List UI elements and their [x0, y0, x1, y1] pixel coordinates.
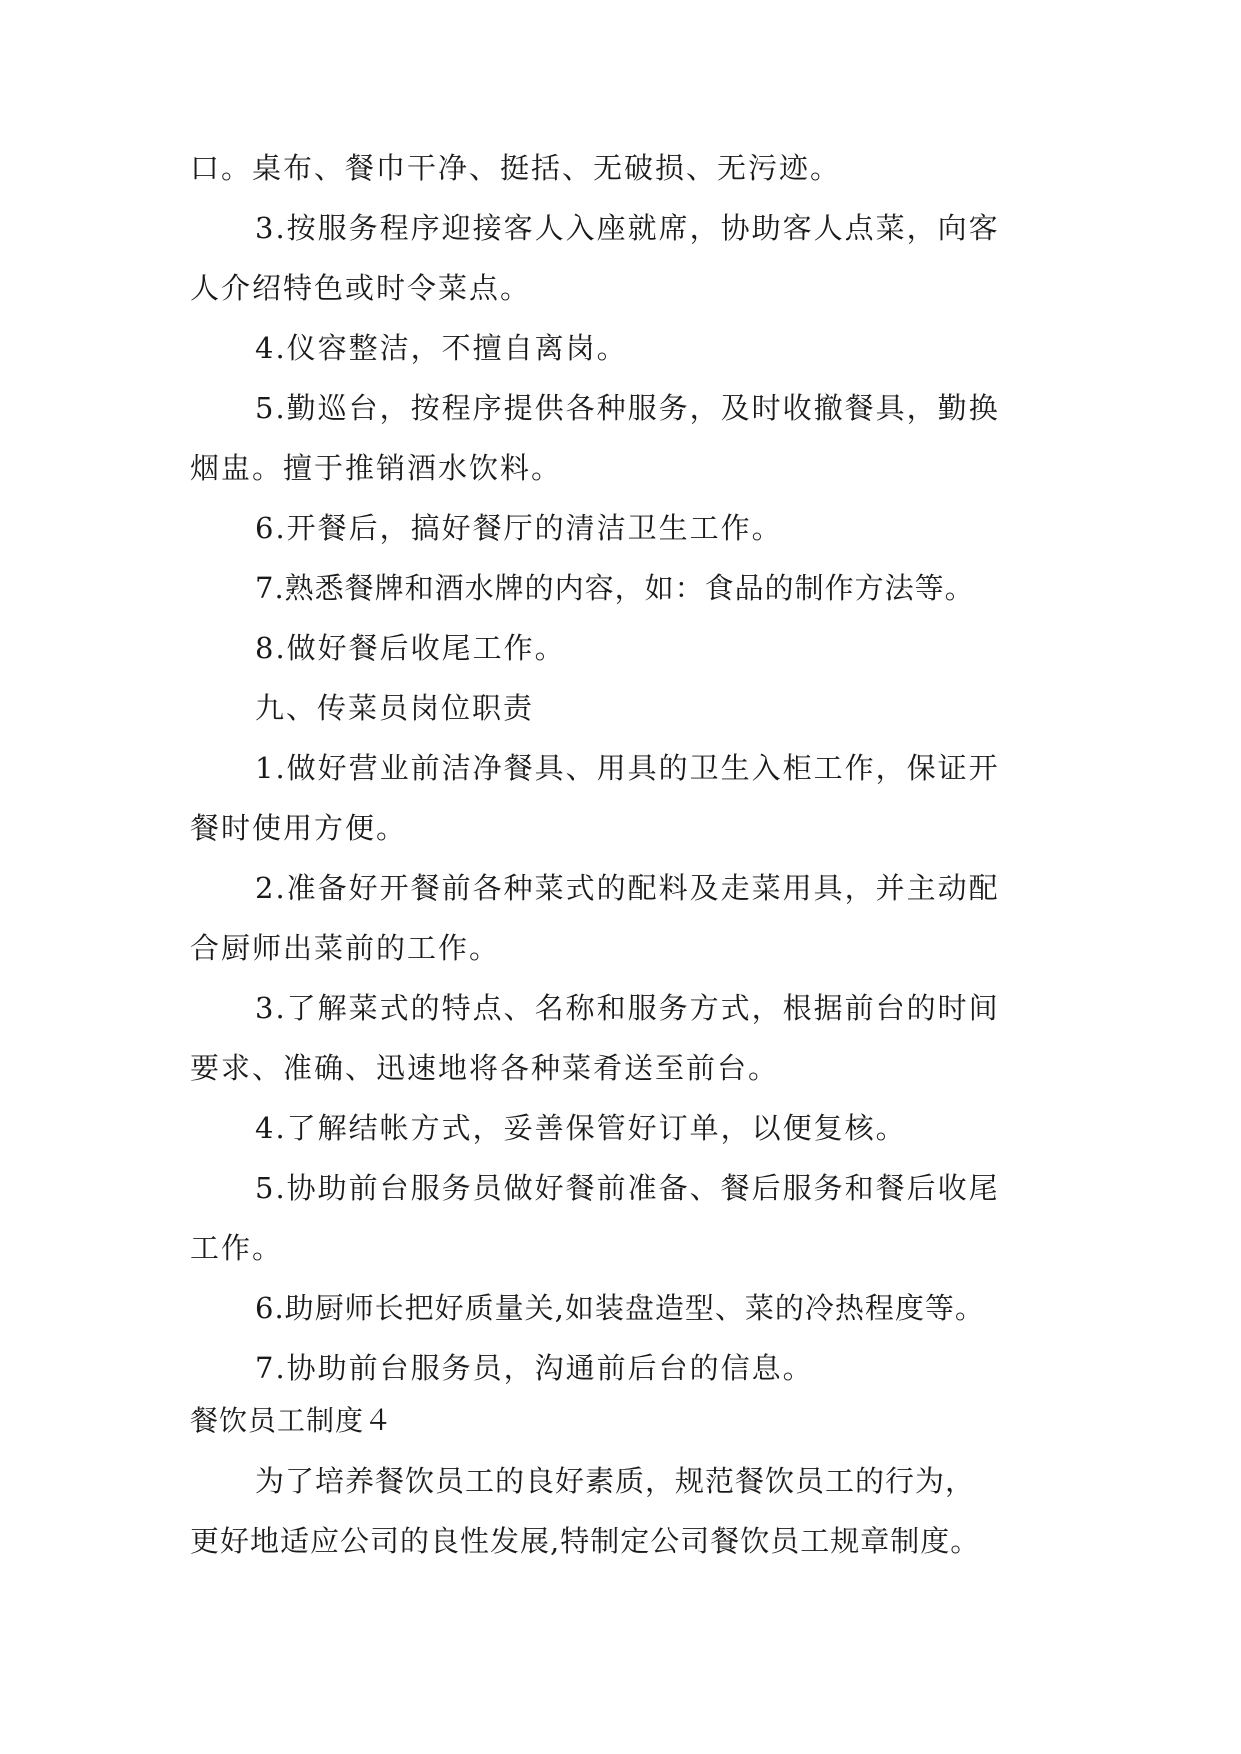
paragraph-line: 人介绍特色或时令菜点。: [190, 271, 532, 305]
section-title: 餐饮员工制度４: [190, 1404, 394, 1437]
list-item-line: 6.开餐后，搞好餐厅的清洁卫生工作。: [255, 511, 783, 545]
list-item-line: 4.仪容整洁，不擅自离岗。: [255, 331, 628, 365]
list-item-line: 3.按服务程序迎接客人入座就席，协助客人点菜，向客: [255, 211, 1000, 245]
paragraph-line: 餐时使用方便。: [190, 811, 408, 845]
list-item-line: 3.了解菜式的特点、名称和服务方式，根据前台的时间: [255, 991, 1000, 1025]
paragraph-line: 口。桌布、餐巾干净、挺括、无破损、无污迹。: [190, 151, 842, 185]
list-item-line: 7.熟悉餐牌和酒水牌的内容，如：食品的制作方法等。: [255, 571, 975, 605]
list-item-line: 4.了解结帐方式，妥善保管好订单，以便复核。: [255, 1111, 907, 1145]
paragraph-line: 合厨师出菜前的工作。: [190, 931, 501, 965]
list-item-line: 5.协助前台服务员做好餐前准备、餐后服务和餐后收尾: [255, 1171, 1000, 1205]
list-item-line: 7.协助前台服务员，沟通前后台的信息。: [255, 1351, 814, 1385]
paragraph-line: 更好地适应公司的良性发展,特制定公司餐饮员工规章制度。: [190, 1524, 981, 1558]
list-item-line: 2.准备好开餐前各种菜式的配料及走菜用具，并主动配: [255, 871, 1000, 905]
paragraph-line: 要求、准确、迅速地将各种菜肴送至前台。: [190, 1051, 780, 1085]
paragraph-line: 烟盅。擅于推销酒水饮料。: [190, 451, 563, 485]
paragraph-line: 工作。: [190, 1231, 284, 1265]
list-item-line: 8.做好餐后收尾工作。: [255, 631, 566, 665]
list-item-line: 6.助厨师长把好质量关,如装盘造型、菜的冷热程度等。: [255, 1291, 985, 1325]
list-item-line: 1.做好营业前洁净餐具、用具的卫生入柜工作，保证开: [255, 751, 1000, 785]
list-item-line: 5.勤巡台，按程序提供各种服务，及时收撤餐具，勤换: [255, 391, 1000, 425]
paragraph-line: 为了培养餐饮员工的良好素质，规范餐饮员工的行为，: [255, 1464, 976, 1498]
section-heading: 九、传菜员岗位职责: [255, 691, 535, 725]
